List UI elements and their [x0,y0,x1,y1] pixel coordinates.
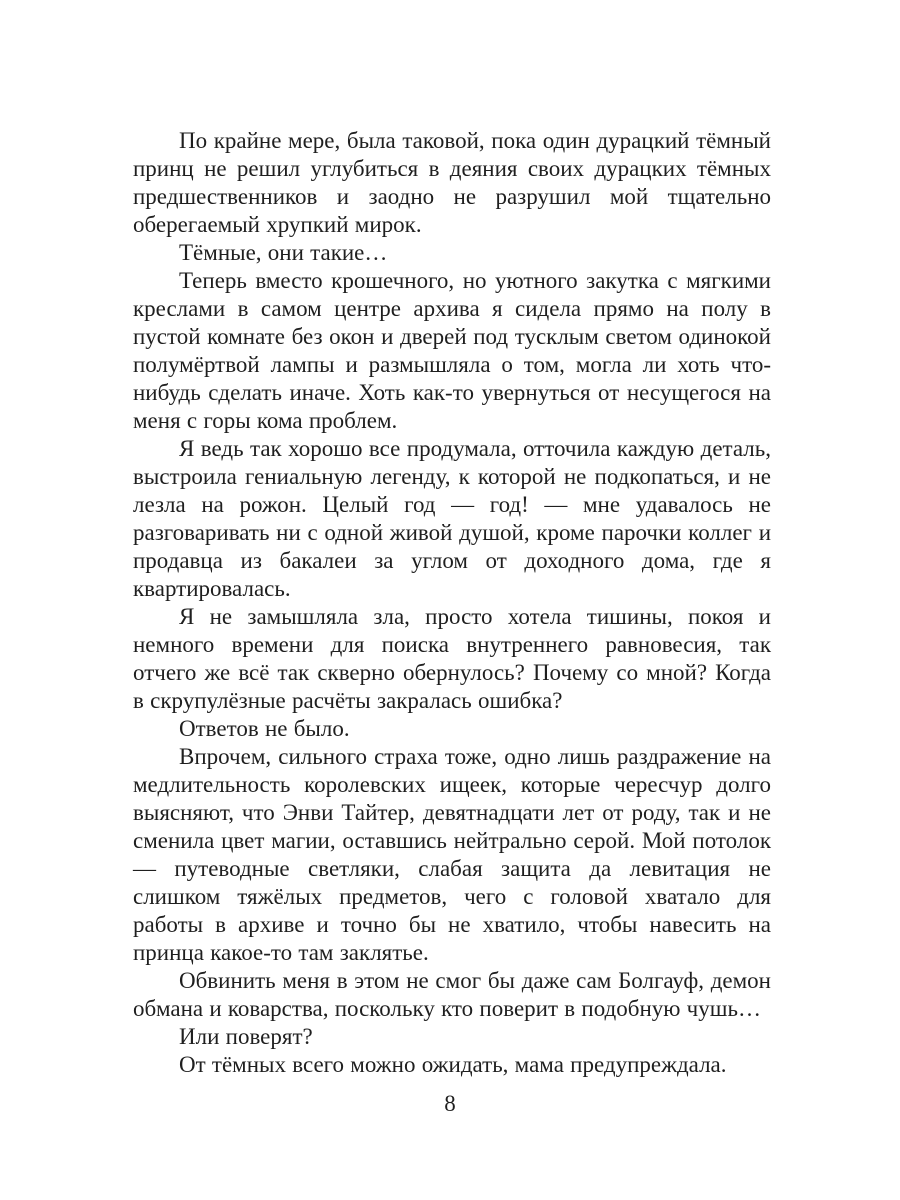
page-number: 8 [444,1091,456,1116]
paragraph: Впрочем, сильного страха тоже, одно лишь раздражение на медлительность королевских ищеек, которые чересчур долго выясняют, что Энви Тайтер, девятнадцати лет от роду, так и не сменила цвет магии, оставшись нейтрально серой. Мой потолок — путеводные светляки, слабая защита да левитация не слишком тяжёлых предметов, чего с головой хватало для работы в архиве и точно бы не хватило, чтобы навесить на принца какое-то там заклятье. [133,744,771,965]
paragraph: От тёмных всего можно ожидать, мама предупреждала. [179,1052,727,1077]
paragraph: По крайне мере, была таковой, пока один дурацкий тёмный принц не решил углубиться в деяния своих дурацких тёмных предшественников и заодно не разрушил мой тщательно оберегаемый хрупкий мирок. [133,128,771,237]
paragraph: Или поверят? [179,1024,313,1049]
paragraph: Я не замышляла зла, просто хотела тишины, покоя и немного времени для поиска внутреннего равновесия, так отчего же всё так скверно обернулось? Почему со мной? Когда в скрупулёзные расчёты закралась ошибка? [133,604,771,713]
paragraph: Обвинить меня в этом не смог бы даже сам Болгауф, демон обмана и коварства, поскольку кто поверит в подобную чушь… [133,968,771,1021]
paragraph: Тёмные, они такие… [179,240,388,265]
paragraph: Ответов не было. [179,716,350,741]
paragraph: Теперь вместо крошечного, но уютного закутка с мягкими креслами в самом центре архива я сидела прямо на полу в пустой комнате без окон и дверей под тусклым светом одинокой полумёртвой лампы и размышляла о том, могла ли хоть что-нибудь сделать иначе. Хоть как-то увернуться от несущегося на меня с горы кома проблем. [133,268,771,433]
body-text [133,127,771,1079]
paragraph: Я ведь так хорошо все продумала, отточила каждую деталь, выстроила гениальную легенду, к которой не подкопаться, и не лезла на рожон. Целый год — год! — мне удавалось не разговаривать ни с одной живой душой, кроме парочки коллег и продавца из бакалеи за углом от доходного дома, где я квартировалась. [133,436,771,601]
